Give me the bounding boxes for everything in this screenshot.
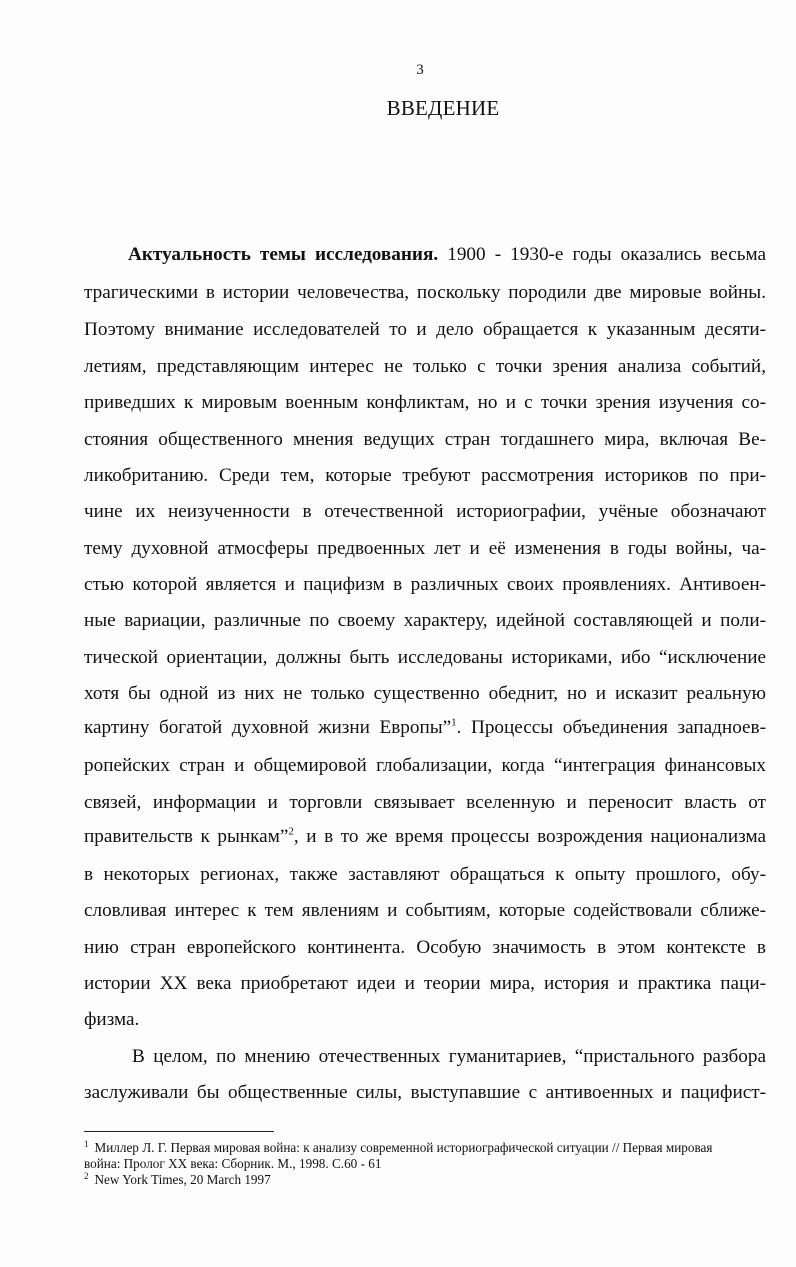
footnote-continuation: война: Пролог XX века: Сборник. М., 1998. С.60 - 61	[84, 1156, 382, 1171]
text-line	[128, 243, 766, 267]
text-line: ные вариации, различные по своему характеру, идейной составляющей и поли-	[84, 610, 766, 631]
footnote-ref[interactable]: 1	[451, 716, 457, 729]
text-line: связей, информации и торговли связывает вселенную и переносит власть от	[84, 792, 766, 813]
text-line: физма.	[84, 1009, 140, 1030]
text-line	[84, 716, 766, 740]
text-line: тической ориентации, должны быть исследованы историками, ибо “исключение	[84, 647, 766, 668]
text-line	[84, 825, 766, 849]
page-title: ВВЕДЕНИЕ	[386, 96, 500, 120]
text-span: . Процессы объединения западноев-	[456, 717, 766, 738]
text-line: истории XX века приобретают идеи и теории мира, история и практика паци-	[84, 973, 766, 994]
page-number: 3	[416, 62, 424, 78]
footnote-mark: 1	[84, 1138, 89, 1149]
text-line: стью которой является и пацифизм в различных своих проявлениях. Антивоен-	[84, 574, 766, 595]
text-line: приведших к мировым военным конфликтам, но и с точки зрения изучения со-	[84, 392, 766, 413]
section-lead: Актуальность темы исследования.	[128, 244, 439, 265]
text-span: картину богатой духовной жизни Европы”	[84, 717, 452, 738]
text-line: хотя бы одной из них не только существенно обеднит, но и исказит реальную	[84, 683, 766, 704]
footnote-text: New York Times, 20 March 1997	[94, 1172, 271, 1187]
text-line: Поэтому внимание исследователей то и дело обращается к указанным десяти-	[84, 319, 766, 340]
text-line: ропейских стран и общемировой глобализации, когда “интеграция финансовых	[84, 755, 766, 776]
text-span: правительств к рынкам”	[84, 826, 289, 847]
text-line: нию стран европейского континента. Особую значимость в этом контексте в	[84, 937, 766, 958]
text-line: заслуживали бы общественные силы, выступавшие с антивоенных и пацифист-	[84, 1082, 766, 1103]
text-span: , и в то же время процессы возрождения национализма	[293, 826, 766, 847]
text-line: в некоторых регионах, также заставляют обращаться к опыту прошлого, обу-	[84, 864, 766, 885]
text-line: летиям, представляющим интерес не только с точки зрения анализа событий,	[84, 356, 766, 377]
text-line: чине их неизученности в отечественной историографии, учёные обозначают	[84, 501, 766, 522]
footnote-divider	[84, 1131, 274, 1132]
footnote-text: Миллер Л. Г. Первая мировая война: к анализу современной историографической ситуации // Первая мировая	[94, 1140, 713, 1155]
text-span: 1900 - 1930-е годы оказались весьма	[438, 244, 767, 265]
footnote-mark: 2	[84, 1170, 89, 1181]
text-line: ликобританию. Среди тем, которые требуют рассмотрения историков по при-	[84, 465, 766, 486]
text-line: стояния общественного мнения ведущих стран тогдашнего мира, включая Ве-	[84, 429, 766, 450]
text-line: трагическими в истории человечества, поскольку породили две мировые войны.	[84, 282, 766, 303]
text-line: В целом, по мнению отечественных гуманитариев, “пристального разбора	[132, 1046, 766, 1067]
text-line: тему духовной атмосферы предвоенных лет и её изменения в годы войны, ча-	[84, 538, 766, 559]
footnote	[84, 1140, 774, 1156]
footnote	[84, 1172, 774, 1188]
footnote-ref[interactable]: 2	[288, 825, 294, 838]
text-line: словливая интерес к тем явлениям и событиям, которые содействовали сближе-	[84, 900, 766, 921]
